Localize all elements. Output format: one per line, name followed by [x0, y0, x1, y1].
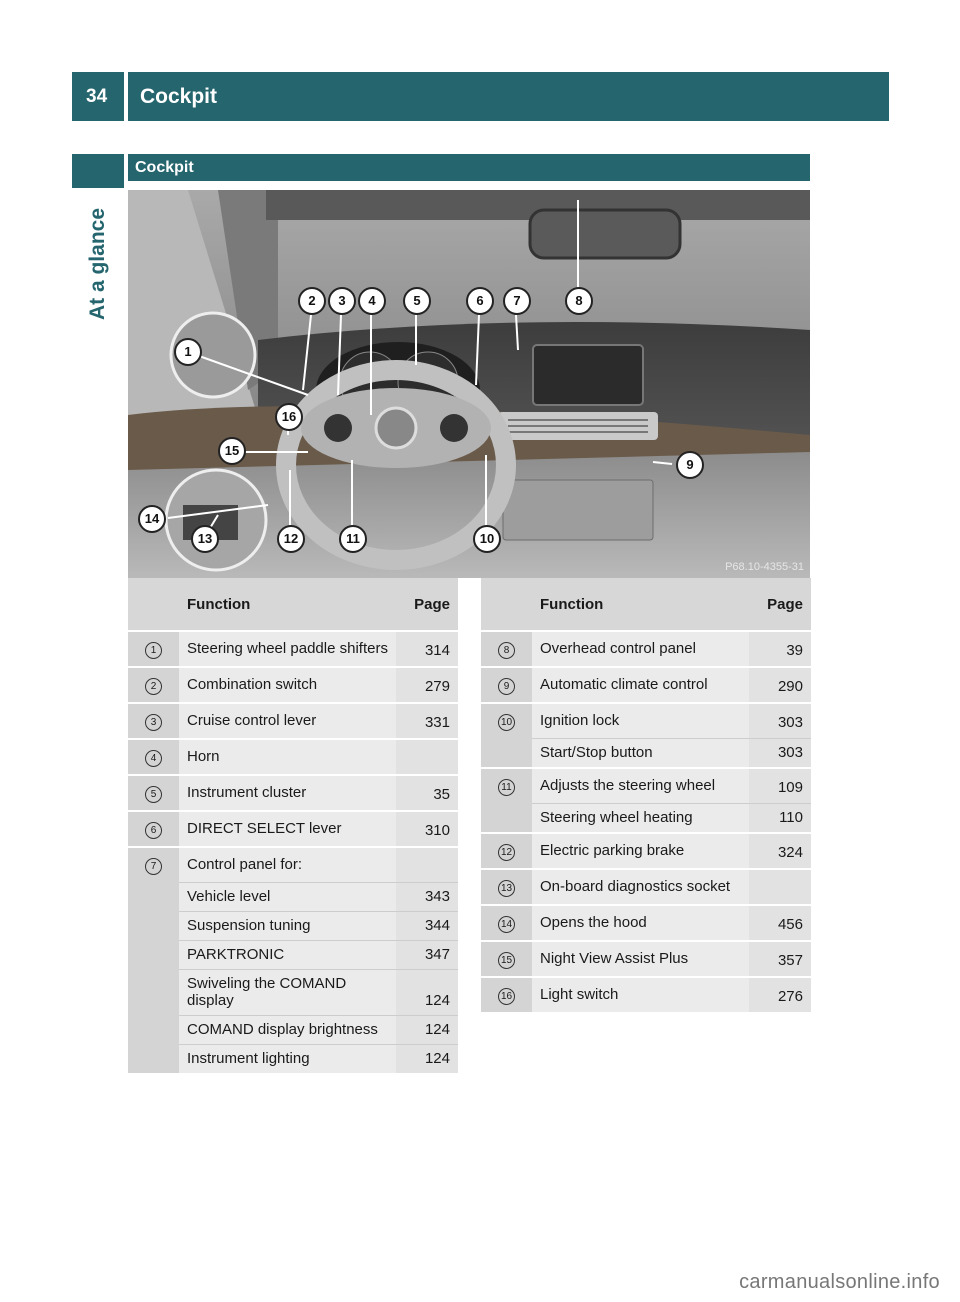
function-cell: Light switch: [532, 976, 749, 1012]
function-cell: PARKTRONIC: [179, 940, 396, 969]
item-number: [481, 832, 532, 868]
table-row: [481, 702, 811, 738]
callout-13: 13: [191, 525, 219, 553]
table-row: [481, 767, 811, 803]
item-number: [128, 940, 179, 969]
function-cell: Ignition lock: [532, 702, 749, 738]
table-row: [128, 940, 458, 969]
page-cell: 124: [396, 969, 458, 1015]
side-tab-block: [72, 154, 124, 188]
item-number: [128, 1044, 179, 1073]
function-cell: On-board diagnostics socket: [532, 868, 749, 904]
table-row: [481, 976, 811, 1012]
table-row: [128, 630, 458, 666]
page-cell: 276: [749, 976, 811, 1012]
table-row: [481, 904, 811, 940]
item-number-badge: 13: [498, 880, 515, 897]
function-cell: Steering wheel paddle shifters: [179, 630, 396, 666]
item-number-badge: 16: [498, 988, 515, 1005]
function-cell: Opens the hood: [532, 904, 749, 940]
page-cell: 456: [749, 904, 811, 940]
page-cell: [749, 868, 811, 904]
table-row: [481, 940, 811, 976]
item-number: [128, 666, 179, 702]
page-cell: 303: [749, 702, 811, 738]
header-page: Page: [396, 578, 458, 630]
page-cell: 343: [396, 882, 458, 911]
item-number-badge: 14: [498, 916, 515, 933]
function-cell: Swiveling the COMAND display: [179, 969, 396, 1015]
item-number: [128, 630, 179, 666]
function-cell: Night View Assist Plus: [532, 940, 749, 976]
function-cell: Adjusts the steering wheel: [532, 767, 749, 803]
table-row: [128, 911, 458, 940]
callouts: [128, 190, 810, 578]
item-number: [481, 904, 532, 940]
page-cell: 324: [749, 832, 811, 868]
table-row: [128, 846, 458, 882]
page-cell: 303: [749, 738, 811, 767]
item-number-badge: 12: [498, 844, 515, 861]
page-cell: [396, 738, 458, 774]
page-title: Cockpit: [128, 72, 889, 121]
page-number: 34: [72, 72, 124, 121]
item-number: [481, 868, 532, 904]
item-number: [481, 803, 532, 832]
function-cell: Horn: [179, 738, 396, 774]
section-title: Cockpit: [128, 154, 810, 181]
page-cell: 344: [396, 911, 458, 940]
page-cell: [396, 846, 458, 882]
function-cell: Vehicle level: [179, 882, 396, 911]
page-cell: 290: [749, 666, 811, 702]
function-cell: Instrument cluster: [179, 774, 396, 810]
side-label: At a glance: [86, 207, 109, 321]
page-cell: 124: [396, 1015, 458, 1044]
item-number: [481, 666, 532, 702]
item-number-badge: 8: [498, 642, 515, 659]
item-number: [481, 976, 532, 1012]
item-number-badge: 10: [498, 714, 515, 731]
item-number: [128, 810, 179, 846]
table-header: [481, 578, 811, 630]
item-number-badge: 11: [498, 779, 515, 796]
callout-6: 6: [466, 287, 494, 315]
item-number: [481, 738, 532, 767]
page-cell: 347: [396, 940, 458, 969]
function-cell: Steering wheel heating: [532, 803, 749, 832]
item-number: [481, 767, 532, 803]
item-number: [481, 702, 532, 738]
page-cell: 39: [749, 630, 811, 666]
function-cell: COMAND display brightness: [179, 1015, 396, 1044]
watermark: carmanualsonline.info: [739, 1271, 940, 1293]
function-cell: Electric parking brake: [532, 832, 749, 868]
header-number: [128, 578, 179, 630]
item-number-badge: 5: [145, 786, 162, 803]
function-cell: Start/Stop button: [532, 738, 749, 767]
callout-14: 14: [138, 505, 166, 533]
callout-3: 3: [328, 287, 356, 315]
callout-15: 15: [218, 437, 246, 465]
callout-10: 10: [473, 525, 501, 553]
callout-1: 1: [174, 338, 202, 366]
page-cell: 357: [749, 940, 811, 976]
table-row: [128, 1015, 458, 1044]
table-row: [128, 702, 458, 738]
item-number: [128, 882, 179, 911]
page-cell: 109: [749, 767, 811, 803]
table-header: [128, 578, 458, 630]
callout-9: 9: [676, 451, 704, 479]
item-number: [128, 702, 179, 738]
item-number: [481, 630, 532, 666]
page-cell: 314: [396, 630, 458, 666]
table-row: [481, 666, 811, 702]
item-number-badge: 9: [498, 678, 515, 695]
function-cell: Instrument lighting: [179, 1044, 396, 1073]
item-number: [128, 969, 179, 1015]
table-row: [481, 630, 811, 666]
page-cell: 279: [396, 666, 458, 702]
item-number: [128, 911, 179, 940]
item-number-badge: 2: [145, 678, 162, 695]
table-row: [128, 738, 458, 774]
callout-4: 4: [358, 287, 386, 315]
item-number: [128, 774, 179, 810]
table-row: [128, 774, 458, 810]
function-cell: Overhead control panel: [532, 630, 749, 666]
table-row: [481, 803, 811, 832]
page-cell: 110: [749, 803, 811, 832]
item-number-badge: 1: [145, 642, 162, 659]
page-cell: 310: [396, 810, 458, 846]
header-function: Function: [532, 578, 749, 630]
page-cell: 124: [396, 1044, 458, 1073]
table-row: [128, 882, 458, 911]
page-cell: 331: [396, 702, 458, 738]
header-number: [481, 578, 532, 630]
callout-12: 12: [277, 525, 305, 553]
item-number-badge: 3: [145, 714, 162, 731]
callout-11: 11: [339, 525, 367, 553]
page-cell: 35: [396, 774, 458, 810]
image-caption: P68.10-4355-31: [725, 561, 804, 573]
table-row: [481, 738, 811, 767]
callout-7: 7: [503, 287, 531, 315]
function-cell: Automatic climate control: [532, 666, 749, 702]
item-number: [128, 738, 179, 774]
header-function: Function: [179, 578, 396, 630]
function-cell: Suspension tuning: [179, 911, 396, 940]
cockpit-image: [128, 190, 810, 578]
item-number-badge: 7: [145, 858, 162, 875]
callout-16: 16: [275, 403, 303, 431]
function-cell: DIRECT SELECT lever: [179, 810, 396, 846]
item-number-badge: 6: [145, 822, 162, 839]
table-row: [128, 1044, 458, 1073]
table-row: [128, 810, 458, 846]
item-number: [128, 846, 179, 882]
function-cell: Combination switch: [179, 666, 396, 702]
item-number: [128, 1015, 179, 1044]
function-cell: Cruise control lever: [179, 702, 396, 738]
table-row: [128, 666, 458, 702]
table-row: [481, 832, 811, 868]
function-cell: Control panel for:: [179, 846, 396, 882]
left-function-table: [128, 578, 458, 1073]
item-number: [481, 940, 532, 976]
callout-8: 8: [565, 287, 593, 315]
header-page: Page: [749, 578, 811, 630]
item-number-badge: 4: [145, 750, 162, 767]
table-row: [481, 868, 811, 904]
item-number-badge: 15: [498, 952, 515, 969]
table-row: [128, 969, 458, 1015]
callout-2: 2: [298, 287, 326, 315]
right-function-table: [481, 578, 811, 1012]
callout-5: 5: [403, 287, 431, 315]
